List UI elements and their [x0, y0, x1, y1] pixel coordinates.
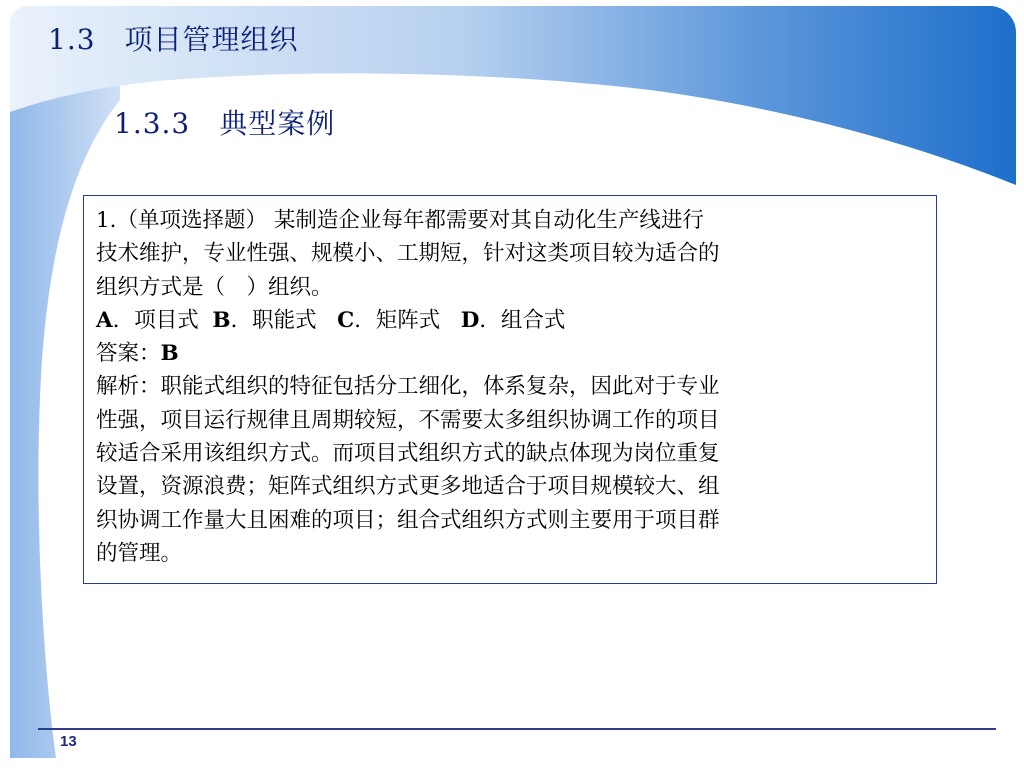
question-line: 1.（单项选择题） 某制造企业每年都需要对其自动化生产线进行	[96, 208, 704, 233]
question-box	[83, 195, 937, 584]
explanation-line: 较适合采用该组织方式。而项目式组织方式的缺点体现为岗位重复	[96, 441, 720, 467]
option-b-text: ．职能式	[230, 307, 317, 333]
option-b-letter: B	[212, 307, 231, 333]
option-a-text: ．项目式	[112, 307, 199, 333]
answer-value: B	[160, 341, 179, 367]
slide-title: 1.3 项目管理组织	[48, 23, 299, 56]
option-a-letter: A	[96, 307, 113, 333]
options-row	[96, 304, 924, 337]
section-title: 1.3.3 典型案例	[114, 107, 336, 140]
question-line: 组织方式是（ ）组织。	[96, 274, 333, 300]
footer-divider	[38, 728, 996, 730]
explanation-line: 的管理。	[96, 540, 183, 566]
answer-row	[96, 337, 924, 370]
explanation-line: 解析：职能式组织的特征包括分工细化，体系复杂，因此对于专业	[96, 374, 720, 400]
explanation-line: 性强，项目运行规律且周期较短，不需要太多组织协调工作的项目	[96, 407, 720, 433]
explanation-line: 设置，资源浪费；矩阵式组织方式更多地适合于项目规模较大、组	[96, 474, 720, 500]
explanation-line: 织协调工作量大且困难的项目；组合式组织方式则主要用于项目群	[96, 507, 720, 533]
answer-label: 答案：	[96, 341, 161, 367]
page-number: 13	[60, 733, 77, 750]
option-c-text: ．矩阵式	[354, 307, 441, 333]
question-line: 技术维护，专业性强、规模小、工期短，针对这类项目较为适合的	[96, 241, 720, 267]
option-c-letter: C	[337, 307, 355, 333]
option-d-text: ．组合式	[479, 307, 566, 333]
option-d-letter: D	[460, 307, 480, 333]
